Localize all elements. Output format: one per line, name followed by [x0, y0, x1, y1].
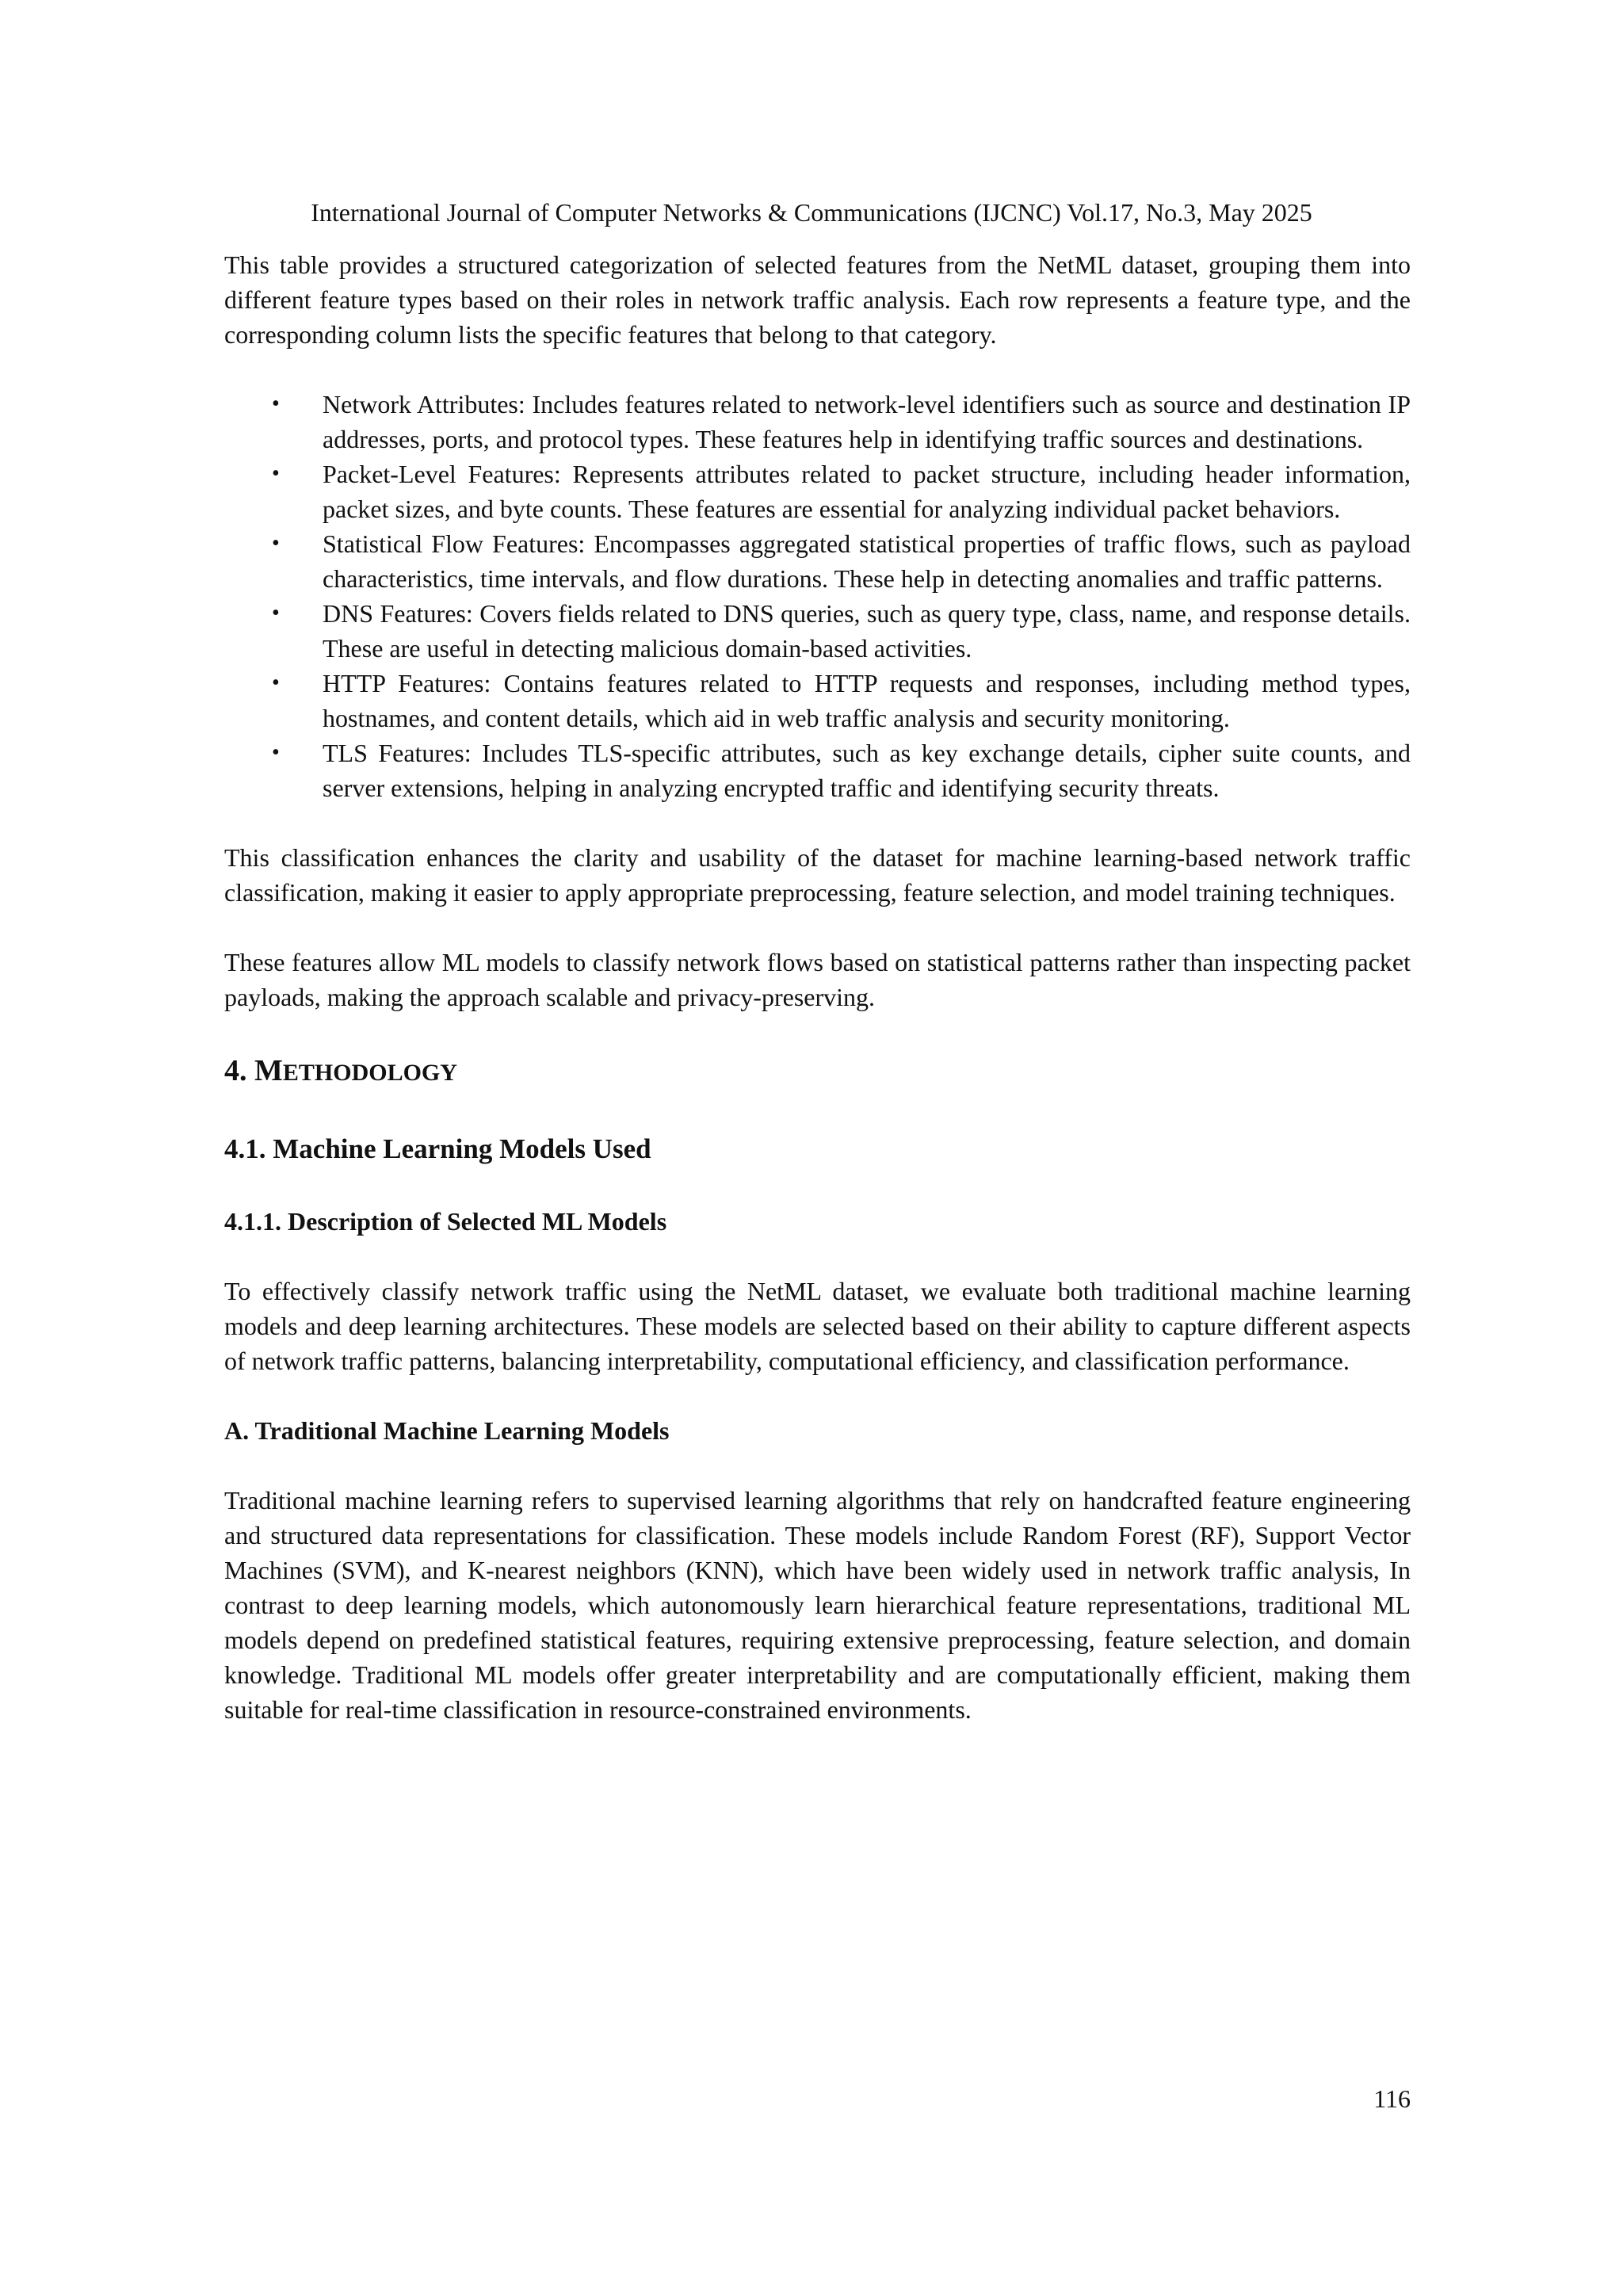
subsection-title: 4.1. Machine Learning Models Used: [224, 1133, 651, 1164]
subsubsection-title: 4.1.1. Description of Selected ML Models: [224, 1207, 667, 1236]
list-item-network-attributes: [224, 387, 1411, 457]
bullet-icon: •: [272, 670, 280, 695]
models-paragraph: To effectively classify network traffic using the NetML dataset, we evaluate both traditional machine learning models and deep learning architectures. These models are selected based on their ability to capture different aspects of network traffic patterns, balancing interpretability, computational efficiency, and classification performance.: [224, 1277, 1411, 1375]
bullet-icon: •: [272, 531, 280, 556]
list-item-text: TLS Features: Includes TLS-specific attributes, such as key exchange details, cipher suite counts, and server extensions, helping in analyzing encrypted traffic and identifying security threats.: [323, 739, 1411, 802]
bullet-icon: •: [272, 392, 280, 416]
bullet-icon: •: [272, 461, 280, 486]
list-item-text: HTTP Features: Contains features related to HTTP requests and responses, including method types, hostnames, and content details, which aid in web traffic analysis and security monitoring.: [323, 669, 1411, 732]
list-item-dns-features: [224, 596, 1411, 666]
bullet-icon: •: [272, 601, 280, 625]
page-number: 116: [1373, 2084, 1411, 2113]
traditional-paragraph: Traditional machine learning refers to supervised learning algorithms that rely on handcrafted feature engineering and structured data representations for classification. These models include Random Forest (RF), Support Vector Machines (SVM), and K-nearest neighbors (KNN), which have been widely used in network traffic analysis, In contrast to deep learning models, which autonomously learn hierarchical feature representations, traditional ML models depend on predefined statistical features, requiring extensive preprocessing, feature selection, and domain knowledge. Traditional ML models offer greater interpretability and are computationally efficient, making them suitable for real-time classification in resource-constrained environments.: [224, 1486, 1411, 1724]
list-item-text: Network Attributes: Includes features related to network-level identifiers such as source and destination IP addresses, ports, and protocol types. These features help in identifying traffic sources and destinations.: [323, 390, 1411, 453]
list-item-http-features: [224, 666, 1411, 735]
page-content: [224, 247, 1411, 1727]
intro-paragraph: This table provides a structured categorization of selected features from the NetML dataset, grouping them into different feature types based on their roles in network traffic analysis. Each row represents a feature type, and the corresponding column lists the specific features that belong to that category.: [224, 250, 1411, 349]
list-item-statistical-flow-features: [224, 526, 1411, 596]
list-item-text: Statistical Flow Features: Encompasses aggregated statistical properties of traffic flows, such as payload characteristics, time intervals, and flow durations. These help in detecting anomalies and traffic patterns.: [323, 529, 1411, 593]
list-item-text: Packet-Level Features: Represents attributes related to packet structure, including header information, packet sizes, and byte counts. These features are essential for analyzing individual packet behaviors.: [323, 460, 1411, 523]
running-header: International Journal of Computer Networks & Communications (IJCNC) Vol.17, No.3, May 2025: [311, 198, 1312, 227]
section-title-methodology: [224, 1049, 1411, 1095]
classification-paragraph: This classification enhances the clarity and usability of the dataset for machine learning-based network traffic classification, making it easier to apply appropriate preprocessing, feature selection, and model training techniques.: [224, 843, 1411, 907]
list-item-tls-features: [224, 735, 1411, 805]
traditional-heading: A. Traditional Machine Learning Models: [224, 1416, 670, 1445]
features-paragraph: These features allow ML models to classify network flows based on statistical patterns rather than inspecting packet payloads, making the approach scalable and privacy-preserving.: [224, 948, 1411, 1011]
list-item-packet-level-features: [224, 457, 1411, 526]
list-item-text: DNS Features: Covers fields related to DNS queries, such as query type, class, name, and response details. These are useful in detecting malicious domain-based activities.: [323, 599, 1411, 663]
section-number: 4. M: [224, 1054, 283, 1087]
feature-type-list: [224, 387, 1411, 805]
section-title-rest: ETHODOLOGY: [282, 1060, 457, 1086]
bullet-icon: •: [272, 740, 280, 765]
